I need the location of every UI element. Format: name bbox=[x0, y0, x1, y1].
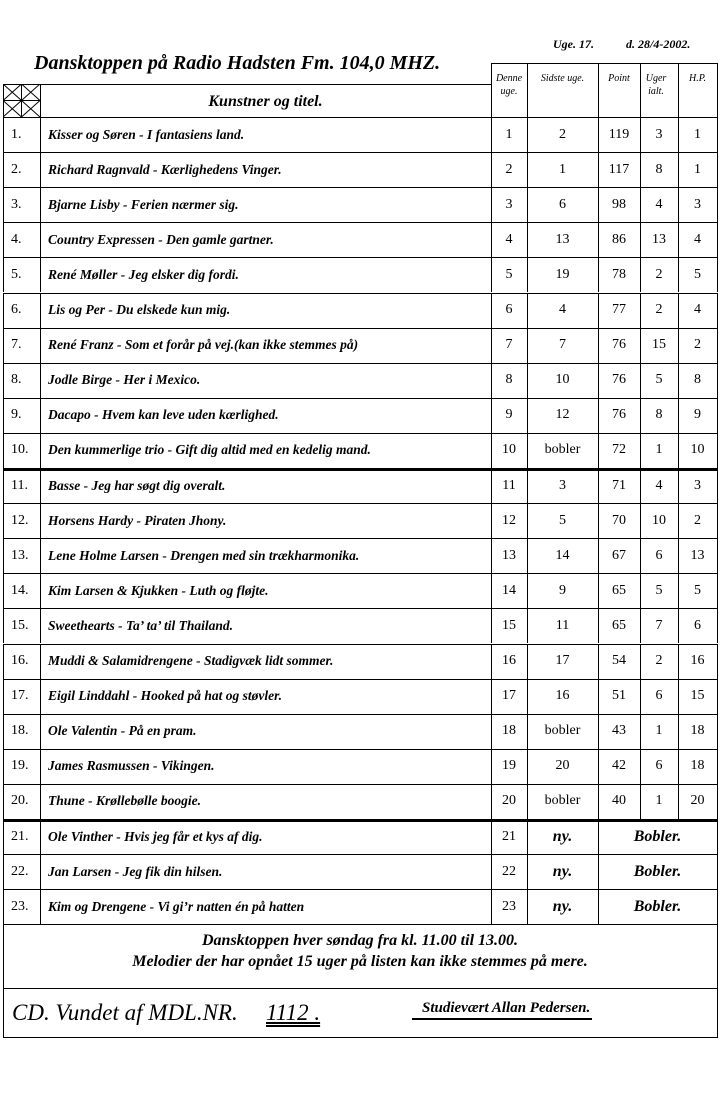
row-points: 76 bbox=[612, 337, 626, 353]
row-points: 67 bbox=[612, 547, 626, 563]
row-rank: 5. bbox=[11, 266, 22, 282]
row-title: Jodle Birge - Her i Mexico. bbox=[48, 372, 201, 388]
cd-winner-number: 1112 . bbox=[266, 1000, 321, 1025]
row-hp: 20 bbox=[690, 793, 705, 809]
row-rank: 12. bbox=[11, 512, 29, 528]
row-hp: 18 bbox=[690, 723, 705, 739]
header-vline-right bbox=[717, 63, 718, 117]
footer-divider bbox=[3, 988, 718, 989]
row-rank: 23. bbox=[11, 898, 29, 914]
row-bubbler-label: Bobler. bbox=[633, 827, 682, 845]
row-this-week: 5 bbox=[505, 266, 513, 282]
row-rank: 4. bbox=[11, 231, 22, 247]
row-points: 65 bbox=[612, 617, 626, 633]
row-this-week: 13 bbox=[502, 547, 516, 563]
row-points: 86 bbox=[612, 231, 626, 247]
row-points: 76 bbox=[612, 372, 626, 388]
row-hp: 4 bbox=[694, 302, 701, 318]
footer-rule: Melodier der har opnået 15 uger på listen kan ikke stemmes på mere. bbox=[132, 953, 588, 970]
crossed-boxes-icon bbox=[3, 84, 40, 117]
row-weeks: 8 bbox=[655, 161, 663, 177]
row-vline-right bbox=[717, 363, 718, 398]
row-rank: 13. bbox=[11, 547, 29, 563]
row-hp: 9 bbox=[694, 407, 701, 423]
row-title: Bjarne Lisby - Ferien nærmer sig. bbox=[48, 196, 239, 212]
row-this-week: 14 bbox=[502, 582, 516, 598]
row-points: 54 bbox=[612, 653, 626, 669]
row-weeks: 2 bbox=[655, 653, 663, 669]
row-last-week: bobler bbox=[544, 442, 581, 458]
row-title: Horsens Hardy - Piraten Jhony. bbox=[48, 512, 227, 528]
row-bubbler-label: Bobler. bbox=[633, 897, 682, 915]
row-hp: 5 bbox=[694, 582, 701, 598]
column-header-weeks: Uger ialt. bbox=[645, 73, 667, 97]
header-top-line-right bbox=[491, 63, 717, 64]
row-rank: 11. bbox=[11, 477, 28, 493]
date-label: d. 28/4-2002. bbox=[626, 37, 691, 51]
row-points: 40 bbox=[612, 793, 626, 809]
row-vline-right bbox=[717, 889, 718, 924]
row-points: 65 bbox=[612, 582, 626, 598]
cd-winner-label: CD. Vundet af MDL.NR. bbox=[12, 1000, 238, 1025]
row-weeks: 5 bbox=[655, 372, 663, 388]
row-title: Richard Ragnvald - Kærlighedens Vinger. bbox=[48, 161, 282, 177]
row-rank: 1. bbox=[11, 126, 22, 142]
row-vline-right bbox=[717, 503, 718, 538]
row-weeks: 2 bbox=[655, 266, 663, 282]
row-vline-right bbox=[717, 328, 718, 363]
column-header-hp: H.P. bbox=[688, 73, 707, 84]
row-vline-right bbox=[717, 468, 718, 503]
row-weeks: 10 bbox=[652, 512, 666, 528]
row-vline-right bbox=[717, 854, 718, 889]
row-vline-right bbox=[717, 538, 718, 573]
row-last-week: 17 bbox=[555, 653, 570, 669]
row-this-week: 8 bbox=[505, 372, 513, 388]
row-this-week: 23 bbox=[502, 898, 516, 914]
row-points: 70 bbox=[612, 512, 626, 528]
row-this-week: 2 bbox=[505, 161, 513, 177]
row-title: Sweethearts - Ta’ ta’ til Thailand. bbox=[48, 617, 234, 633]
row-rank: 16. bbox=[11, 653, 29, 669]
row-line bbox=[3, 924, 718, 925]
row-hp: 3 bbox=[694, 196, 701, 212]
row-this-week: 18 bbox=[502, 723, 516, 739]
row-this-week: 9 bbox=[505, 407, 513, 423]
row-hp: 5 bbox=[694, 266, 701, 282]
column-header-artist: Kunstner og titel. bbox=[208, 93, 323, 110]
row-vline-right bbox=[717, 433, 718, 468]
row-hp: 8 bbox=[694, 372, 701, 388]
row-this-week: 20 bbox=[502, 793, 516, 809]
row-last-week: 20 bbox=[555, 758, 570, 774]
row-this-week: 22 bbox=[502, 863, 516, 879]
row-last-week: 2 bbox=[559, 126, 566, 142]
row-rank: 2. bbox=[11, 161, 22, 177]
row-last-week: 5 bbox=[559, 512, 566, 528]
row-vline-right bbox=[717, 257, 718, 292]
row-this-week: 12 bbox=[502, 512, 516, 528]
row-weeks: 1 bbox=[655, 723, 663, 739]
footer-bottom-line bbox=[3, 1037, 718, 1038]
row-title: Ole Valentin - På en pram. bbox=[48, 723, 197, 739]
row-vline-right bbox=[717, 819, 718, 854]
row-rank: 21. bbox=[11, 828, 29, 844]
row-last-week: 10 bbox=[555, 372, 570, 388]
row-title: Muddi & Salamidrengene - Stadigvæk lidt sommer. bbox=[48, 653, 334, 669]
row-points: 77 bbox=[612, 302, 626, 318]
row-this-week: 15 bbox=[502, 617, 516, 633]
row-last-week: 7 bbox=[559, 337, 566, 353]
row-points: 72 bbox=[612, 442, 626, 458]
row-this-week: 1 bbox=[505, 126, 513, 142]
row-vline-right bbox=[717, 608, 718, 643]
row-this-week: 6 bbox=[505, 302, 513, 318]
row-last-week: 6 bbox=[559, 196, 566, 212]
row-last-week: 1 bbox=[559, 161, 566, 177]
row-vline-right bbox=[717, 152, 718, 187]
row-points: 117 bbox=[608, 161, 630, 177]
row-weeks: 3 bbox=[655, 126, 663, 142]
row-last-week: 12 bbox=[555, 407, 570, 423]
row-weeks: 5 bbox=[655, 582, 663, 598]
row-title: Thune - Krøllebølle boogie. bbox=[48, 793, 201, 809]
row-hp: 18 bbox=[690, 758, 705, 774]
row-vline-right bbox=[717, 293, 718, 328]
row-points: 43 bbox=[612, 723, 626, 739]
header-vline-weeks bbox=[640, 63, 641, 117]
row-weeks: 8 bbox=[655, 407, 663, 423]
row-weeks: 7 bbox=[655, 617, 663, 633]
row-rank: 18. bbox=[11, 723, 29, 739]
row-last-week: bobler bbox=[544, 723, 581, 739]
header-vline-last bbox=[527, 63, 528, 117]
row-weeks: 1 bbox=[655, 442, 663, 458]
row-this-week: 3 bbox=[505, 196, 513, 212]
row-last-week: 9 bbox=[559, 582, 566, 598]
row-title: James Rasmussen - Vikingen. bbox=[48, 758, 215, 774]
row-rank: 17. bbox=[11, 688, 29, 704]
row-weeks: 15 bbox=[652, 337, 666, 353]
row-last-week: 3 bbox=[559, 477, 566, 493]
row-hp: 3 bbox=[694, 477, 701, 493]
row-vline-right bbox=[717, 714, 718, 749]
row-this-week: 7 bbox=[505, 337, 513, 353]
row-weeks: 6 bbox=[655, 758, 663, 774]
row-title: René Franz - Som et forår på vej.(kan ikke stemmes på) bbox=[48, 337, 359, 353]
row-points: 76 bbox=[612, 407, 626, 423]
row-title: Jan Larsen - Jeg fik din hilsen. bbox=[48, 863, 223, 879]
row-title: Country Expressen - Den gamle gartner. bbox=[48, 231, 274, 247]
host-name: Studievært Allan Pedersen. bbox=[412, 1000, 592, 1020]
row-hp: 6 bbox=[694, 617, 701, 633]
row-bubbler-label: Bobler. bbox=[633, 862, 682, 880]
row-last-week: 19 bbox=[555, 266, 570, 282]
row-points: 42 bbox=[612, 758, 626, 774]
header-top-line bbox=[3, 84, 491, 85]
row-points: 51 bbox=[612, 688, 626, 704]
row-weeks: 6 bbox=[655, 688, 663, 704]
row-weeks: 6 bbox=[655, 547, 663, 563]
row-weeks: 2 bbox=[655, 302, 663, 318]
page-title: Dansktoppen på Radio Hadsten Fm. 104,0 MHZ. bbox=[34, 52, 441, 74]
row-last-week: 13 bbox=[555, 231, 570, 247]
row-weeks: 4 bbox=[655, 196, 663, 212]
row-this-week: 21 bbox=[502, 828, 516, 844]
row-this-week: 4 bbox=[505, 231, 513, 247]
row-new-label: ny. bbox=[552, 897, 573, 915]
row-rank: 8. bbox=[11, 372, 22, 388]
row-rank: 20. bbox=[11, 793, 29, 809]
row-rank: 22. bbox=[11, 863, 29, 879]
row-weeks: 13 bbox=[652, 231, 666, 247]
row-hp: 10 bbox=[690, 442, 705, 458]
row-last-week: bobler bbox=[544, 793, 581, 809]
row-this-week: 11 bbox=[502, 477, 516, 493]
row-weeks: 1 bbox=[655, 793, 663, 809]
row-new-label: ny. bbox=[552, 862, 573, 880]
row-title: Den kummerlige trio - Gift dig altid med en kedelig mand. bbox=[48, 442, 371, 458]
row-last-week: 4 bbox=[559, 302, 566, 318]
row-new-label: ny. bbox=[552, 827, 573, 845]
row-title: Kisser og Søren - I fantasiens land. bbox=[48, 126, 245, 142]
row-hp: 2 bbox=[694, 512, 701, 528]
row-rank: 7. bbox=[11, 337, 22, 353]
row-vline-right bbox=[717, 644, 718, 679]
row-this-week: 10 bbox=[502, 442, 516, 458]
row-title: Kim Larsen & Kjukken - Luth og fløjte. bbox=[48, 582, 269, 598]
row-title: Dacapo - Hvem kan leve uden kærlighed. bbox=[48, 407, 279, 423]
row-vline-right bbox=[717, 187, 718, 222]
row-vline-right bbox=[717, 679, 718, 714]
row-this-week: 16 bbox=[502, 653, 516, 669]
row-hp: 15 bbox=[690, 688, 705, 704]
row-points: 78 bbox=[612, 266, 626, 282]
week-label: Uge. 17. bbox=[553, 37, 594, 51]
row-points: 119 bbox=[608, 126, 630, 142]
row-rank: 6. bbox=[11, 302, 22, 318]
row-vline-right bbox=[717, 749, 718, 784]
row-rank: 14. bbox=[11, 582, 29, 598]
row-title: Eigil Linddahl - Hooked på hat og støvler. bbox=[48, 688, 283, 704]
row-rank: 15. bbox=[11, 617, 29, 633]
row-hp: 2 bbox=[694, 337, 701, 353]
row-this-week: 19 bbox=[502, 758, 516, 774]
row-hp: 4 bbox=[694, 231, 701, 247]
row-title: Lis og Per - Du elskede kun mig. bbox=[48, 302, 231, 318]
row-hp: 16 bbox=[690, 653, 705, 669]
row-rank: 10. bbox=[11, 442, 29, 458]
row-rank: 3. bbox=[11, 196, 22, 212]
row-vline-right bbox=[717, 784, 718, 819]
row-title: Ole Vinther - Hvis jeg får et kys af dig. bbox=[48, 828, 263, 844]
row-weeks: 4 bbox=[655, 477, 663, 493]
row-points: 71 bbox=[612, 477, 626, 493]
row-vline-right bbox=[717, 573, 718, 608]
row-title: Lene Holme Larsen - Drengen med sin trækharmonika. bbox=[48, 547, 360, 563]
row-hp: 1 bbox=[694, 161, 701, 177]
column-header-this-week: Denne uge. bbox=[495, 73, 523, 97]
footer-schedule: Dansktoppen hver søndag fra kl. 11.00 til 13.00. bbox=[201, 932, 519, 949]
row-rank: 19. bbox=[11, 758, 29, 774]
row-last-week: 14 bbox=[555, 547, 570, 563]
row-title: Kim og Drengene - Vi gi’r natten én på hatten bbox=[48, 898, 305, 914]
row-last-week: 11 bbox=[555, 617, 570, 633]
row-points: 98 bbox=[612, 196, 626, 212]
row-vline-right bbox=[717, 117, 718, 152]
row-title: Basse - Jeg har søgt dig overalt. bbox=[48, 477, 226, 493]
row-vline-right bbox=[717, 398, 718, 433]
row-this-week: 17 bbox=[502, 688, 516, 704]
row-rank: 9. bbox=[11, 407, 22, 423]
row-last-week: 16 bbox=[555, 688, 570, 704]
row-hp: 13 bbox=[690, 547, 705, 563]
row-title: René Møller - Jeg elsker dig fordi. bbox=[48, 266, 239, 282]
row-hp: 1 bbox=[694, 126, 701, 142]
row-vline-right bbox=[717, 222, 718, 257]
column-header-last-week: Sidste uge. bbox=[540, 73, 585, 84]
column-header-points: Point bbox=[608, 73, 630, 84]
